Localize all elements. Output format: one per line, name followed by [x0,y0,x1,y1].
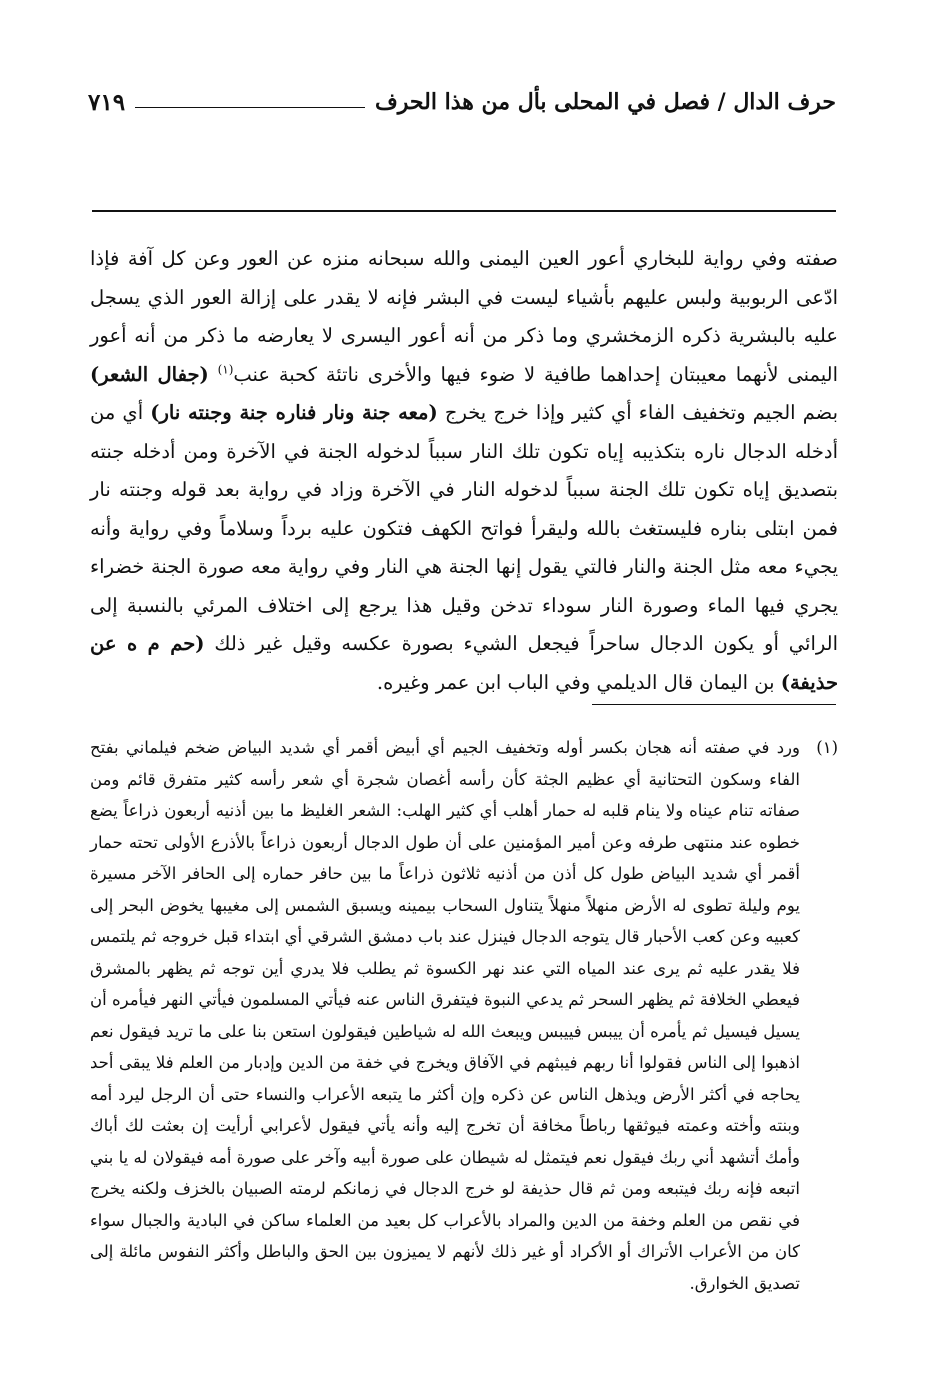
footnote-reference: (١) [217,362,234,376]
source-citation: (حم م ه عن حذيفة) [90,632,838,694]
footnote-divider [592,704,836,705]
header-title: حرف الدال / فصل في المحلى بأل من هذا الحرف [374,89,836,115]
footnote-marker: (١) [816,738,838,757]
running-header [88,82,836,122]
text-segment: أي من أدخله الدجال ناره بتكذيبه إياه تكون تلك النار سبباً لدخوله الجنة في الآخرة ومن أدخله جنته بتصديق إياه تكون تلك الجنة سبباً لدخوله النار في الآخرة وزاد في رواية بعد قوله وجنته نار فمن ابتلى بناره فليستغث بالله وليقرأ فواتح الكهف فتكون عليه برداً وسلاماً وفي رواية وأنه يجيء معه مثل الجنة والنار فالتي يقول إنها الجنة هي النار وفي رواية معه صورة الجنة خضراء يجري فيها الماء وصورة النار سوداء تدخن وقيل هذا يرجع إلى اختلاف المرئي بالنسبة إلى الرائي أو يكون الدجال ساحراً فيجعل الشيء بصورة عكسه وقيل غير ذلك [90,401,838,655]
page-number: ٧١٩ [88,88,126,116]
hadith-phrase: (جفال الشعر) [90,362,209,386]
hadith-phrase: (معه جنة ونار فناره جنة وجنته نار) [150,401,438,424]
main-text [90,240,838,702]
footnote [90,732,838,1299]
header-rule [135,107,365,108]
text-segment: بضم الجيم وتخفيف الفاء أي كثير وإذا خرج يخرج [444,401,839,424]
text-segment: صفته وفي رواية للبخاري أعور العين اليمنى والله سبحانه منزه عن العور وعن كل آفة فإذا ادّعى الربوبية ولبس عليهم بأشياء ليست في البشر فإنه لا يقدر على إزالة العور الذي يسجل عليه بالبشرية ذكره الزمخشري وما ذكر من أنه أعور اليسرى لا يعارضه ما ذكر من أنه أعور اليمنى لأنهما معيبتان إحداهما طافية لا ضوء فيها والأخرى ناتئة كحبة عنب [90,247,838,386]
text-segment: بن اليمان قال الديلمي وفي الباب ابن عمر وغيره. [376,670,775,694]
top-divider [92,210,836,212]
main-paragraph [90,240,838,702]
footnote-text: ورد في صفته أنه هجان بكسر أوله وتخفيف الجيم أي أبيض أقمر أي شديد البياض ضخم فيلماني بفتح الفاء وسكون التحتانية أي عظيم الجثة كأن رأسه أغصان شجرة أي شعر رأسه كثير متفرق قائم ومن صفاته تنام عيناه ولا ينام قلبه له حمار أهلب أي كثير الهلب: الشعر الغليظ ما بين أذنيه أربعون ذراعاً يضع خطوه عند منتهى طرفه وعن أمير المؤمنين على أن طول الدجال أربعون ذراعاً بالأذرع الأولى تحته حمار أقمر أي شديد البياض طول كل أذن من أذنيه ثلاثون ذراعاً ما بين حافر حماره إلى الحافر الآخر مسيرة يوم وليلة تطوى له الأرض منهلاً منهلاً يتناول السحاب بيمينه ويسبق الشمس إلى مغيبها يخوض البحر إلى كعبيه وعن كعب الأحبار قال يتوجه الدجال فينزل عند باب دمشق الشرقي أي ابتداء قبل خروجه ثم يلتمس فلا يقدر عليه ثم يرى عند المياه التي عند نهر الكسوة ثم يطلب فلا يدري أين توجه ثم يظهر بالمشرق فيعطي الخلافة ثم يظهر السحر ثم يدعي النبوة فيتفرق الناس عنه فيأتي المسلمون فيأتي النهر فيأمره أن يسيل فيسيل ثم يأمره أن ييبس فييبس ويبعث الله له شياطين فيقولون استعن بنا على ما تريد فيقول نعم اذهبوا إلى الناس فقولوا أنا ربهم فيبثهم في الآفاق ويخرج في خفة من الدين وإدبار من العلم فلا يبقى أحد يحاجه في أكثر الأرض ويذهل الناس عن ذكره وإن أكثر ما يتبعه الأعراب والنساء حتى أن الرجل ليرد أمه وبنته وأخته وعمته فيوثقها رباطاً مخافة أن تخرج إليه وأنه يأتي فيقول لأعرابي أرأيت إن بعثت لك أباك وأمك أتشهد أني ربك فيقول نعم فيتمثل له شيطان على صورة أبيه وآخر على صورة أمه فيقولان له يا بني اتبعه فإنه ربك فيتبعه ومن ثم قال حذيفة لو خرج الدجال في زمانكم لرمته الصبيان بالخزف ولكنه يخرج في نقص من العلم وخفة من الدين والمراد بالأعراب كل بعيد من العلماء ساكن في البادية والجبال سواء كان من الأعراب الأتراك أو الأكراد أو غير ذلك لأنهم لا يميزون بين الحق والباطل وأكثر النفوس مائلة إلى تصديق الخوارق. [90,738,800,1293]
